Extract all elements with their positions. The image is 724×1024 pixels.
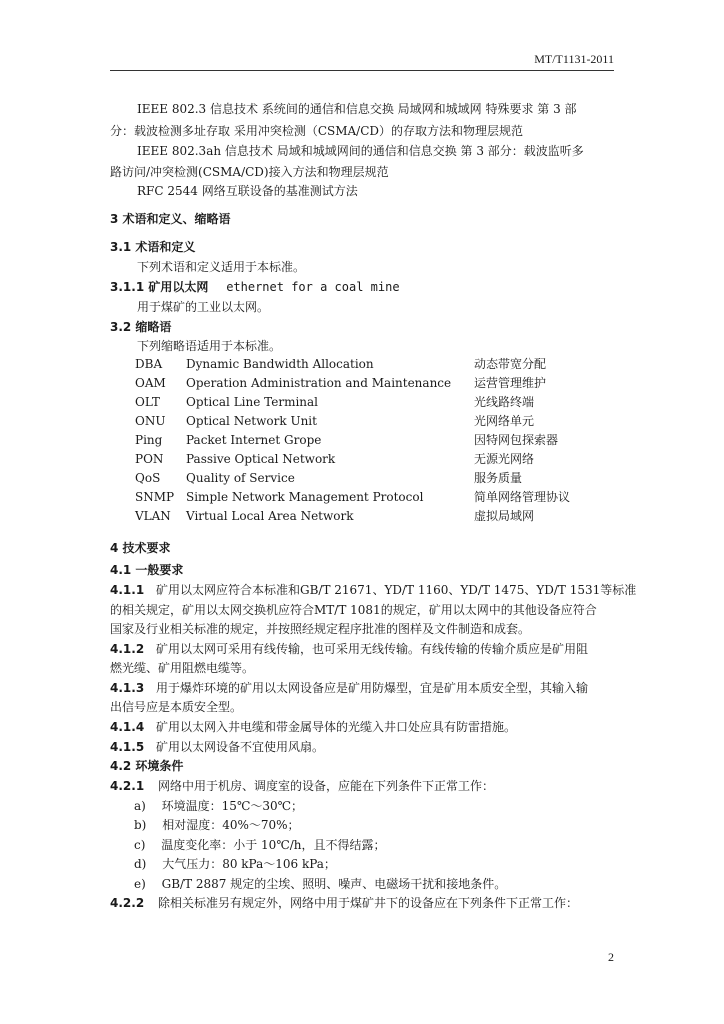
abbreviation-chinese: 无源光网络 (474, 452, 535, 466)
clause-4-1-1-label: 4.1.1 (110, 583, 145, 597)
abbreviation-english: Operation Administration and Maintenance (186, 376, 452, 390)
abbreviation: SNMP (135, 490, 175, 504)
list-item-mark: e) (134, 877, 146, 891)
abbreviation-chinese: 光网络单元 (474, 414, 535, 428)
abbreviation: PON (135, 452, 164, 466)
clause-4-1-1-line2: 的相关规定，矿用以太网交换机应符合MT/T 1081的规定，矿用以太网中的其他设备应符合 (110, 603, 597, 617)
ref-ieee-8023-line1: IEEE 802.3 信息技术 系统间的通信和信息交换 局域网和城域网 特殊要求 第 3 部 (137, 102, 577, 116)
clause-4-1-3-line2: 出信号应是本质安全型。 (110, 700, 243, 714)
abbreviation-chinese: 因特网包探索器 (474, 433, 559, 447)
abbreviation-chinese: 服务质量 (474, 471, 523, 485)
abbreviation: VLAN (135, 509, 171, 523)
clause-4-1-5 (110, 740, 324, 754)
abbreviation-chinese: 简单网络管理协议 (474, 490, 571, 504)
clause-4-1-2-text: 矿用以太网可采用有线传输，也可采用无线传输。有线传输的传输介质应是矿用阻 (156, 642, 589, 656)
list-item (134, 838, 386, 852)
abbreviation-chinese: 虚拟局域网 (474, 509, 535, 523)
ref-ieee-8023ah-line1: IEEE 802.3ah 信息技术 局域和城域网间的通信和信息交换 第 3 部分：载波监听多 (137, 144, 584, 158)
list-item-mark: c) (134, 838, 146, 852)
abbreviation-english: Optical Network Unit (186, 414, 317, 428)
section-3-heading: 3 术语和定义、缩略语 (110, 212, 231, 226)
abbreviation: QoS (135, 471, 161, 485)
abbreviation-chinese: 光线路终端 (474, 395, 535, 409)
abbreviation-english: Dynamic Bandwidth Allocation (186, 357, 374, 371)
abbreviation: OLT (135, 395, 160, 409)
ref-ieee-8023ah-line2: 路访问/冲突检测(CSMA/CD)接入方法和物理层规范 (110, 165, 389, 179)
term-3-1-1-label: 3.1.1 矿用以太网 (110, 280, 209, 294)
term-3-1-1 (110, 280, 400, 294)
abbreviation-chinese: 运营管理维护 (474, 376, 547, 390)
clause-4-1-4 (110, 720, 516, 734)
clause-4-1-2-label: 4.1.2 (110, 642, 145, 656)
ref-rfc-2544: RFC 2544 网络互联设备的基准测试方法 (137, 184, 358, 198)
section-4-2-heading: 4.2 环境条件 (110, 759, 184, 773)
abbreviation-english: Virtual Local Area Network (186, 509, 354, 523)
section-4-1-heading: 4.1 一般要求 (110, 563, 184, 577)
clause-4-2-1-text: 网络中用于机房、调度室的设备，应能在下列条件下正常工作： (158, 779, 495, 793)
clause-4-2-2 (110, 896, 578, 910)
section-3-1-heading: 3.1 术语和定义 (110, 240, 196, 254)
abbreviation-english: Packet Internet Grope (186, 433, 322, 447)
clause-4-1-2-line2: 燃光缆、矿用阻燃电缆等。 (110, 661, 255, 675)
section-4-heading: 4 技术要求 (110, 541, 171, 555)
clause-4-1-4-label: 4.1.4 (110, 720, 145, 734)
clause-4-1-3-label: 4.1.3 (110, 681, 145, 695)
section-3-2-heading: 3.2 缩略语 (110, 320, 172, 334)
clause-4-1-5-text: 矿用以太网设备不宜使用风扇。 (156, 740, 325, 754)
clause-4-2-2-label: 4.2.2 (110, 896, 145, 910)
list-item-text: GB/T 2887 规定的尘埃、照明、噪声、电磁场干扰和接地条件。 (161, 877, 507, 891)
list-item-mark: d) (134, 857, 147, 871)
list-item-text: 环境温度：15℃～30℃； (161, 799, 304, 813)
list-item (134, 818, 300, 832)
clause-4-2-1 (110, 779, 494, 793)
list-item (134, 857, 336, 871)
list-item-text: 相对湿度：40%～70%； (162, 818, 300, 832)
page-number: 2 (608, 950, 614, 964)
abbreviation-english: Passive Optical Network (186, 452, 336, 466)
header-rule (110, 70, 614, 71)
clause-4-1-5-label: 4.1.5 (110, 740, 145, 754)
list-item-text: 大气压力：80 kPa～106 kPa； (162, 857, 336, 871)
list-item-mark: a) (134, 799, 146, 813)
list-item (134, 799, 303, 813)
list-item (134, 877, 506, 891)
term-3-1-1-definition: 用于煤矿的工业以太网。 (137, 300, 270, 314)
clause-4-2-1-label: 4.2.1 (110, 779, 145, 793)
abbreviation-english: Simple Network Management Protocol (186, 490, 424, 504)
clause-4-1-3-text: 用于爆炸环境的矿用以太网设备应是矿用防爆型，宜是矿用本质安全型，其输入输 (156, 681, 589, 695)
abbreviation-chinese: 动态带宽分配 (474, 357, 547, 371)
term-3-1-1-english: ethernet for a coal mine (226, 280, 400, 294)
abbreviation-english: Optical Line Terminal (186, 395, 319, 409)
clause-4-1-2-line1 (110, 642, 588, 656)
clause-4-1-3-line1 (110, 681, 588, 695)
abbreviation: OAM (135, 376, 166, 390)
clause-4-1-1-text: 矿用以太网应符合本标准和GB/T 21671、YD/T 1160、YD/T 1475、YD/T 1531等标准 (156, 583, 637, 597)
abbreviation-english: Quality of Service (186, 471, 295, 485)
section-3-1-intro: 下列术语和定义适用于本标准。 (137, 260, 306, 274)
section-3-2-intro: 下列缩略语适用于本标准。 (137, 339, 282, 353)
abbreviation: Ping (135, 433, 163, 447)
abbreviation: DBA (135, 357, 163, 371)
clause-4-1-4-text: 矿用以太网入井电缆和带金属导体的光缆入井口处应具有防雷措施。 (156, 720, 517, 734)
abbreviation: ONU (135, 414, 166, 428)
ref-ieee-8023-line2: 分：载波检测多址存取 采用冲突检测（CSMA/CD）的存取方法和物理层规范 (110, 124, 524, 138)
clause-4-1-1-line1 (110, 583, 636, 597)
list-item-mark: b) (134, 818, 147, 832)
list-item-text: 温度变化率：小于 10℃/h，且不得结露； (161, 838, 386, 852)
clause-4-2-2-text: 除相关标准另有规定外，网络中用于煤矿井下的设备应在下列条件下正常工作： (158, 896, 579, 910)
standard-number: MT/T1131-2011 (534, 52, 614, 66)
clause-4-1-1-line3: 国家及行业相关标准的规定，并按照经规定程序批准的图样及文件制造和成套。 (110, 622, 531, 636)
